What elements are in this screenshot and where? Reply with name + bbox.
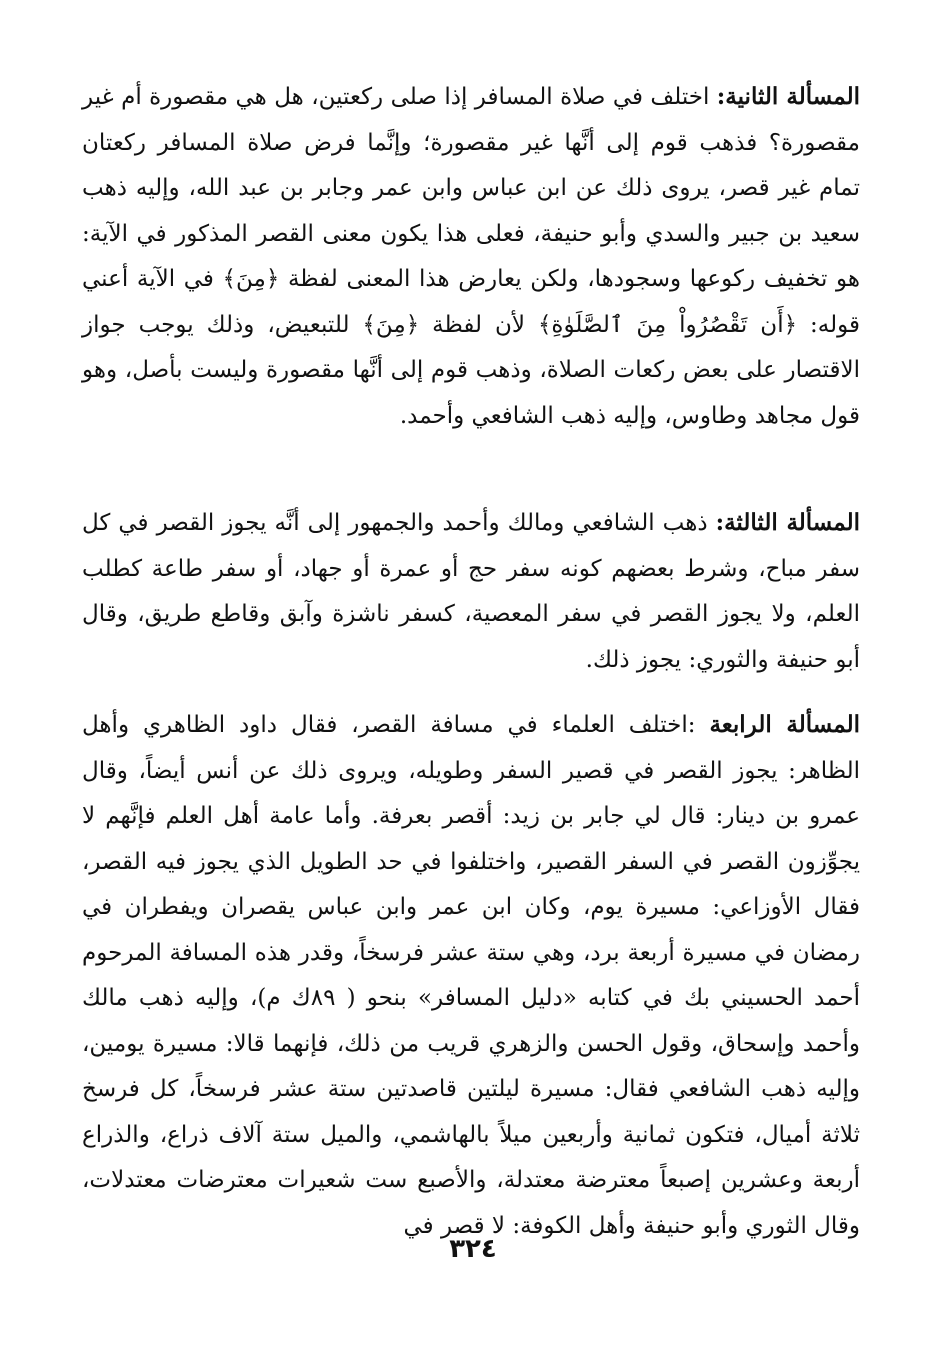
section-body: ذهب الشافعي ومالك وأحمد والجمهور إلى أنَّه يجوز القصر في كل سفر مباح، وشرط بعضهم كونه سفر حج أو عمرة أو جهاد، أو سفر طاعة كطلب العلم، ولا يجوز القصر في سفر المعصية، كسفر ناشزة وآبق وقاطع طريق، وقال أبو حنيفة والثوري: يجوز ذلك. — [82, 510, 860, 673]
section-masala-2 — [82, 74, 860, 439]
section-heading: المسألة الرابعة — [709, 711, 860, 738]
section-masala-3 — [82, 500, 860, 683]
section-heading: المسألة الثانية: — [716, 83, 860, 110]
section-heading: المسألة الثالثة: — [715, 509, 860, 536]
paragraph — [82, 500, 860, 683]
section-body: اختلف في صلاة المسافر إذا صلى ركعتين، هل هي مقصورة أم غير مقصورة؟ فذهب قوم إلى أنَّها غير مقصورة؛ وإنَّما فرض صلاة المسافر ركعتان تمام غير قصر، يروى ذلك عن ابن عباس وابن عمر وجابر بن عبد الله، وإليه ذهب سعيد بن جبير والسدي وأبو حنيفة، فعلى هذا يكون معنى القصر المذكور في الآية: هو تخفيف ركوعها وسجودها، ولكن يعارض هذا المعنى لفظة ﴿مِنَ﴾ في الآية أعني قوله: ﴿أَن تَقْصُرُواْ مِنَ ٱلصَّلَوٰةِ﴾ لأن لفظة ﴿مِنَ﴾ للتبعيض، وذلك يوجب جواز الاقتصار على بعض ركعات الصلاة، وذهب قوم إلى أنَّها مقصورة وليست بأصل، وهو قول مجاهد وطاوس، وإليه ذهب الشافعي وأحمد. — [82, 84, 860, 429]
paragraph — [82, 74, 860, 439]
section-body: :اختلف العلماء في مسافة القصر، فقال داود الظاهري وأهل الظاهر: يجوز القصر في قصير السفر وطويله، ويروى ذلك عن أنس أيضاً، وقال عمرو بن دينار: قال لي جابر بن زيد: أقصر بعرفة. وأما عامة أهل العلم فإنَّهم لا يجوِّزون القصر في السفر القصير، واختلفوا في حد الطويل الذي يجوز فيه القصر، فقال الأوزاعي: مسيرة يوم، وكان ابن عمر وابن عباس يقصران ويفطران في رمضان في مسيرة أربعة برد، وهي ستة عشر فرسخاً، وقدر هذه المسافة المرحوم أحمد الحسيني بك في كتابه «دليل المسافر» بنحو ( ٨٩ك م)، وإليه ذهب مالك وأحمد وإسحاق، وقول الحسن والزهري قريب من ذلك، فإنهما قالا: مسيرة يومين، وإليه ذهب الشافعي فقال: مسيرة ليلتين قاصدتين ستة عشر فرسخاً، كل فرسخ ثلاثة أميال، فتكون ثمانية وأربعين ميلاً بالهاشمي، والميل ستة آلاف ذراع، والذراع أربعة وعشرين إصبعاً معترضة معتدلة، والأصبع ست شعيرات معترضات معتدلات، وقال الثوري وأبو حنيفة وأهل الكوفة: لا قصر في — [82, 712, 861, 1239]
page-number: ٣٢٤ — [449, 1234, 497, 1264]
paragraph — [82, 702, 860, 1249]
section-masala-4 — [82, 702, 860, 1249]
